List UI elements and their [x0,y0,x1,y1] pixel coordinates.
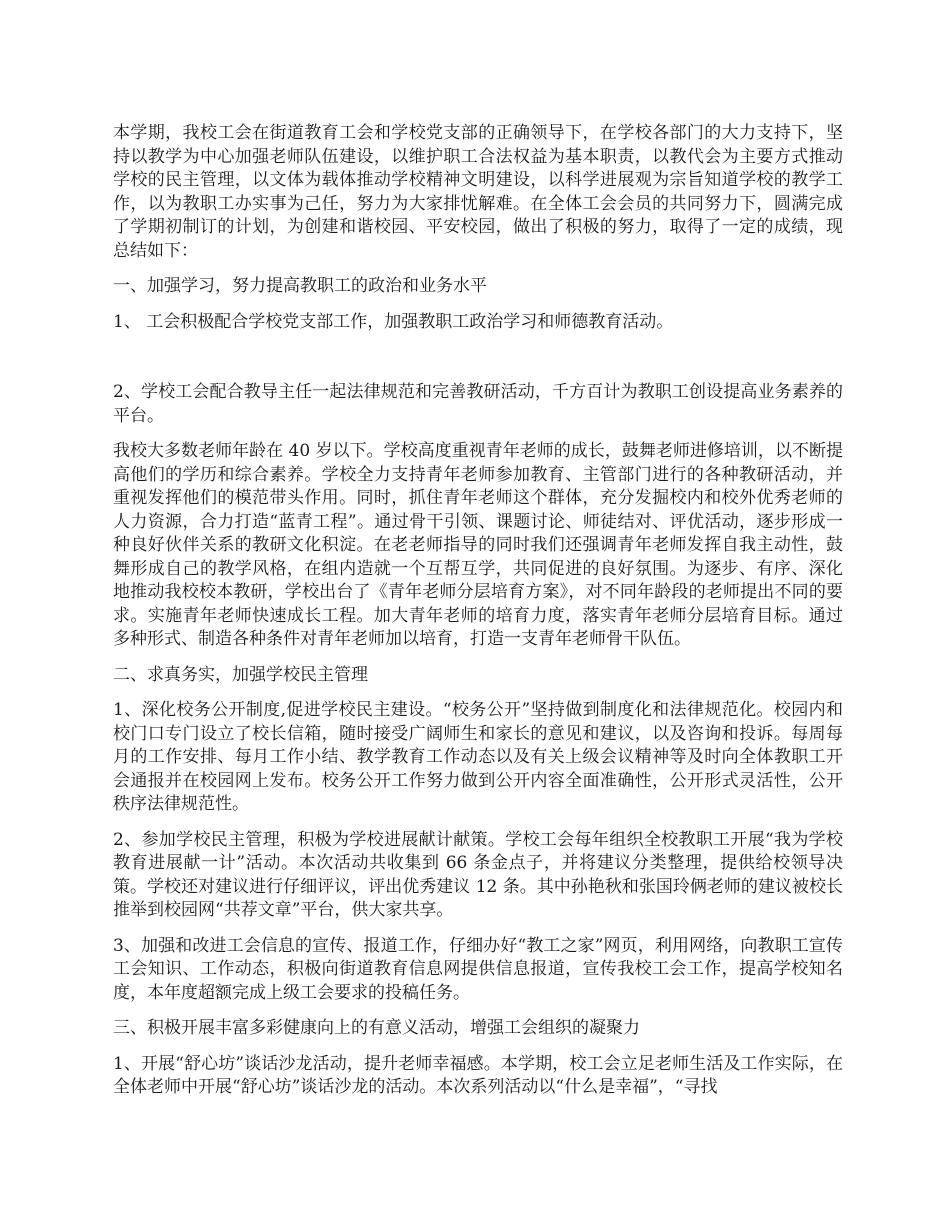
section-heading-3: 三、积极开展丰富多彩健康向上的有意义活动，增强工会组织的凝聚力 [113,1018,640,1038]
item-paragraph: 1、开展“舒心坊”谈话沙龙活动，提升老师幸福感。本学期，校工会立足老师生活及工作实际，在全体老师中开展“舒心坊”谈话沙龙的活动。本次系列活动以“什么是幸福”，“寻找 [113,1053,843,1097]
item-paragraph: 1、 工会积极配合学校党支部工作，加强教职工政治学习和师德教育活动。 [113,311,674,332]
body-paragraph: 我校大多数老师年龄在 40 岁以下。学校高度重视青年老师的成长，鼓舞老师进修培训，以不断提高他们的学历和综合素养。学校全力支持青年老师参加教育、主管部门进行的各种教研活动，并重视发挥他们的模范带头作用。同时，抓住青年老师这个群体，充分发掘校内和校外优秀老师的人力资源，合力打造“蓝青工程”。通过骨干引领、课题讨论、师徒结对、评优活动，逐步形成一种良好伙伴关系的教研文化积淀。在老老师指导的同时我们还强调青年老师发挥自我主动性，鼓舞形成自己的教学风格，在组内造就一个互帮互学，共同促进的良好氛围。为逐步、有序、深化地推动我校校本教研，学校出台了《青年老师分层培育方案》，对不同年龄段的老师提出不同的要求。实施青年老师快速成长工程。加大青年老师的培育力度，落实青年老师分层培育目标。通过多种形式、制造各种条件对青年老师加以培育，打造一支青年老师骨干队伍。 [113,441,843,649]
section-heading-1: 一、加强学习，努力提高教职工的政治和业务水平 [113,276,487,296]
item-paragraph: 2、参加学校民主管理，积极为学校进展献计献策。学校工会每年组织全校教职工开展“我为学校教育进展献一计”活动。本次活动共收集到 66 条金点子，并将建议分类整理，提供给校领导决策。学校还对建议进行仔细评议，评出优秀建议 12 条。其中孙艳秋和张国玲俩老师的建议被校长推举到校园网“共荐文章”平台，供大家共享。 [113,829,843,920]
item-paragraph: 1、深化校务公开制度,促进学校民主建设。“校务公开”坚持做到制度化和法律规范化。校园内和校门口专门设立了校长信箱，随时接受广阔师生和家长的意见和建议，以及咨询和投诉。每周每月的工作安排、每月工作小结、教学教育工作动态以及有关上级会议精神等及时向全体教职工开会通报并在校园网上发布。校务公开工作努力做到公开内容全面准确性，公开形式灵活性，公开秩序法律规范性。 [113,700,843,814]
section-heading-2: 二、求真务实，加强学校民主管理 [113,664,368,685]
item-paragraph: 3、加强和改进工会信息的宣传、报道工作，仔细办好“教工之家”网页，利用网络，向教职工宣传工会知识、工作动态，积极向街道教育信息网提供信息报道，宣传我校工会工作，提高学校知名度，本年度超额完成上级工会要求的投稿任务。 [113,935,843,1003]
intro-paragraph: 本学期，我校工会在街道教育工会和学校党支部的正确领导下，在学校各部门的大力支持下，坚持以教学为中心加强老师队伍建设，以维护职工合法权益为基本职责，以教代会为主要方式推动学校的民主管理，以文体为载体推动学校精神文明建设，以科学进展观为宗旨知道学校的教学工作，以为教职工办实事为己任，努力为大家排忧解难。在全体工会会员的共同努力下，圆满完成了学期初制订的计划，为创建和谐校园、平安校园，做出了积极的努力，取得了一定的成绩，现总结如下： [113,123,843,261]
item-paragraph: 2、学校工会配合教导主任一起法律规范和完善教研活动，千方百计为教职工创设提高业务素养的平台。 [113,382,843,426]
document-body [113,122,843,1112]
